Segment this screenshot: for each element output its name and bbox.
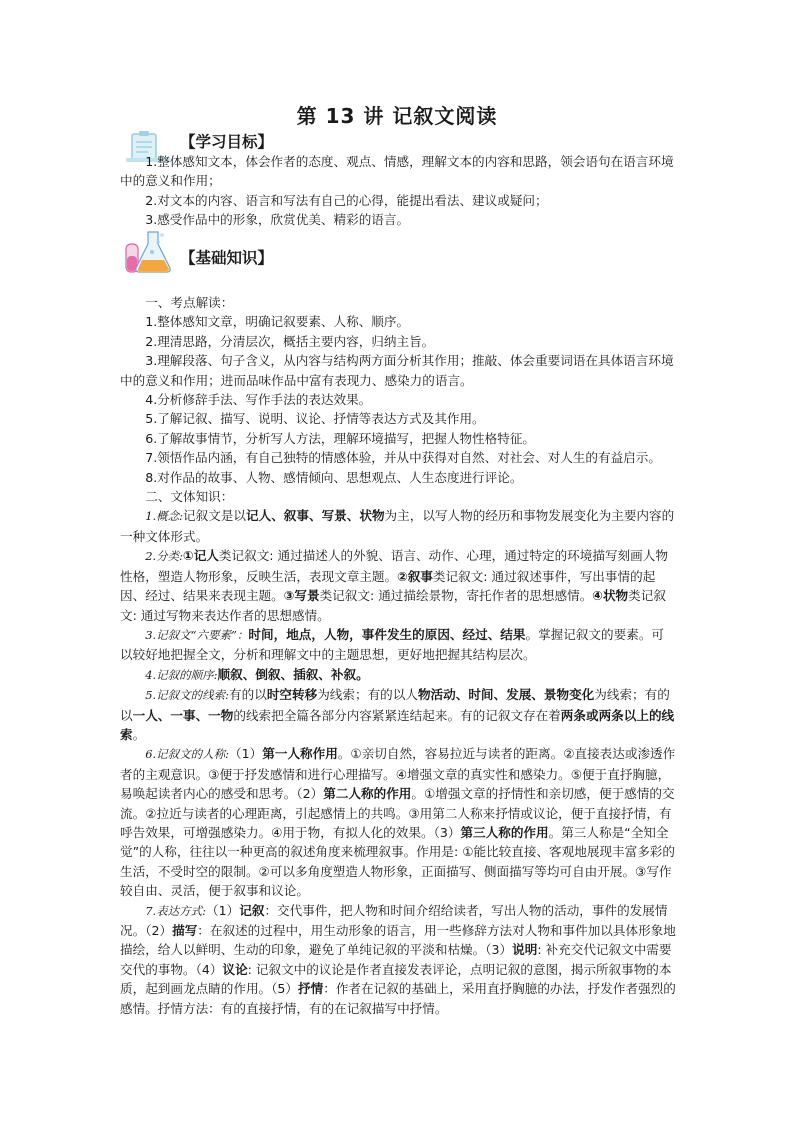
bold-run: ②叙事 xyxy=(397,568,433,584)
text-run: 为线索；有的以 xyxy=(120,687,670,723)
bold-run: ①记人 xyxy=(183,548,219,564)
text-run: ：作者在记叙的基础上，采用直抒胸臆的办法，抒发作者强烈的感情。抒情方法：有的直接抒情，有的在记叙描写中抒情。 xyxy=(120,981,676,1016)
bold-run: ④状物 xyxy=(592,588,629,604)
text-run: 的线索把全篇各部分内容紧紧连结起来。有的记叙文存在着 xyxy=(233,707,561,723)
narrative-order-label: 4.记叙的顺序: xyxy=(145,667,218,682)
person-label: 6.记叙文的人称: xyxy=(145,747,230,762)
bold-run: 时空转移 xyxy=(266,687,318,703)
bold-run: 记叙 xyxy=(239,902,265,918)
exam-point-item: 2.理清思路，分清层次，概括主要内容，归纳主旨。 xyxy=(145,333,435,349)
bold-run: 两条或两条以上的线索 xyxy=(120,707,675,742)
text-run: ：交代事件，把人物和时间介绍给读者，写出人物的活动，事件的发展情况。（2） xyxy=(120,902,668,938)
person-paragraph xyxy=(120,744,676,900)
text-run: 类记叙文: 通过描述人的外貌、语言、动作、心理，通过特定的环境描写刻画人物性格，塑造人物形象，反映生活，表现文章主题。 xyxy=(120,548,668,584)
text-run: 。第三人称是“全知全觉”的人称，往往以一种更高的叙述角度来梳理叙事。作用是: ①能比较直接、客观地展现丰富多彩的生活，不受时空的限制。②可以多角度塑造人物形象，正面描写、侧面描写等均可自由开展。③写作较自由、灵活，便于叙事和议论。 xyxy=(120,824,675,899)
exam-point-item: 4.分析修辞手法、写作手法的表达效果。 xyxy=(145,392,372,408)
page-title: 第 13 讲 记叙文阅读 xyxy=(296,104,498,128)
exam-point-item: 8.对作品的故事、人物、感情倾向、思想观点、人生态度进行评论。 xyxy=(145,469,523,485)
text-run: 有的以 xyxy=(229,687,267,703)
bold-run: 说明 xyxy=(512,942,538,958)
clue-label: 5.记叙文的线索: xyxy=(145,688,230,703)
text-run: 类记叙文: 通过写物来表达作者的思想感情。 xyxy=(120,588,666,623)
bold-run: 议论 xyxy=(222,961,248,977)
concept-label: 1.概念: xyxy=(145,509,184,524)
basics-content xyxy=(120,293,676,1018)
text-run: 为线索；有的以人 xyxy=(317,687,418,703)
text-run: 。 xyxy=(132,726,146,742)
learning-goals-list xyxy=(120,152,676,230)
text-run: 记叙文是以 xyxy=(183,508,247,524)
text-run: 类记叙文: 通过叙述事件，写出事情的起因、经过、结果来表现主题。 xyxy=(120,568,656,604)
text-run: : 记叙文中的议论是作者直接发表评论，点明记叙的意图，揭示所叙事物的本质，起到画龙点睛的作用。（5） xyxy=(120,961,672,997)
narrative-order-paragraph xyxy=(120,665,676,685)
text-run: 类记叙文: 通过描绘景物，寄托作者的思想感情。 xyxy=(319,588,593,604)
goal-item: 3.感受作品中的形象，欣赏优美、精彩的语言。 xyxy=(145,212,410,228)
classification-label: 2.分类: xyxy=(145,549,184,564)
concept-paragraph xyxy=(120,506,676,546)
text-run: 。掌握记叙文的要素。可以较好地把握全文，分析和理解文中的主题思想，更好地把握其结构层次。 xyxy=(120,626,665,663)
text-run: 。①亲切自然，容易拉近与读者的距离。②直接表达或渗透作者的主观意识。③便于抒发感情和进行心理描写。④增强文章的真实性和感染力。⑤便于直抒胸臆，易唤起读者内心的感受和思考。（2） xyxy=(120,746,676,802)
expression-label: 7.表达方式: xyxy=(145,903,207,918)
bold-run: 顺叙、倒叙、插叙、补叙。 xyxy=(217,666,369,682)
expression-paragraph xyxy=(120,901,676,1018)
text-run: （1） xyxy=(206,902,240,918)
bold-run: 物活动、时间、发展、景物变化 xyxy=(417,687,595,703)
bold-run: 描写 xyxy=(172,923,198,938)
bold-run: 时间，地点，人物，事件发生的原因、经过、结果 xyxy=(248,626,526,642)
text-run: 。①增强文章的抒情性和亲切感，便于感情的交流。②拉近与读者的心理距离，引起感情上的共鸣。③用第二人称来抒情或议论，便于直接抒情，有呼告效果，可增强感染力。④用于物，有拟人化的效果。（3） xyxy=(120,786,675,840)
exam-point-item: 3.理解段落、句子含义，从内容与结构两方面分析其作用；推敲、体会重要词语在具体语言环境中的意义和作用；进而品味作品中富有表现力、感染力的语言。 xyxy=(120,353,674,388)
clue-paragraph xyxy=(120,685,676,744)
bold-run: 抒情 xyxy=(298,981,324,997)
six-elements-label: 3.记叙文“六要素”： xyxy=(145,627,249,642)
learning-goals-heading: 【学习目标】 xyxy=(180,133,274,151)
text-run: 为主，以写人物的经历和事物发展变化为主要内容的一种文体形式。 xyxy=(120,508,675,544)
part2-title: 二、文体知识： xyxy=(145,489,234,505)
flask-illustration-icon xyxy=(122,226,176,276)
bold-run: 记人、叙事、写景、状物 xyxy=(246,508,385,524)
exam-point-item: 7.领悟作品内涵，有自己独特的情感体验，并从中获得对自然、对社会、对人生的有益启示。 xyxy=(145,450,661,466)
exam-point-item: 5.了解记叙、描写、说明、议论、抒情等表达方式及其作用。 xyxy=(145,411,485,427)
bold-run: 一人、一事、一物 xyxy=(132,707,234,723)
bold-run: 第三人称的作用 xyxy=(460,824,549,840)
text-run: : 补充交代记叙文中需要交代的事物。（4） xyxy=(120,942,672,977)
bold-run: 第二人称的作用 xyxy=(323,786,412,802)
bold-run: ③写景 xyxy=(283,588,320,604)
text-run: （1） xyxy=(229,746,263,762)
text-run: ：在叙述的过程中，用生动形象的语言，用一些修辞方法对人物和事件加以具体形象地描绘，给人以鲜明、生动的印象，避免了单纯记叙的平淡和枯燥。（3） xyxy=(120,923,676,958)
goal-item: 1.整体感知文本，体会作者的态度、观点、情感，理解文本的内容和思路，领会语句在语言环境中的意义和作用； xyxy=(120,154,674,189)
bold-run: 第一人称作用 xyxy=(262,746,338,762)
exam-point-item: 6.了解故事情节，分析写人方法，理解环境描写，把握人物性格特征。 xyxy=(145,430,536,446)
goal-item: 2.对文本的内容、语言和写法有自己的心得，能提出看法、建议或疑问； xyxy=(145,192,548,208)
part1-title: 一、考点解读： xyxy=(145,295,234,310)
exam-point-item: 1.整体感知文章，明确记叙要素、人称、顺序。 xyxy=(145,314,410,330)
classification-paragraph xyxy=(120,546,676,625)
basics-heading: 【基础知识】 xyxy=(180,249,274,267)
six-elements-paragraph xyxy=(120,625,676,665)
